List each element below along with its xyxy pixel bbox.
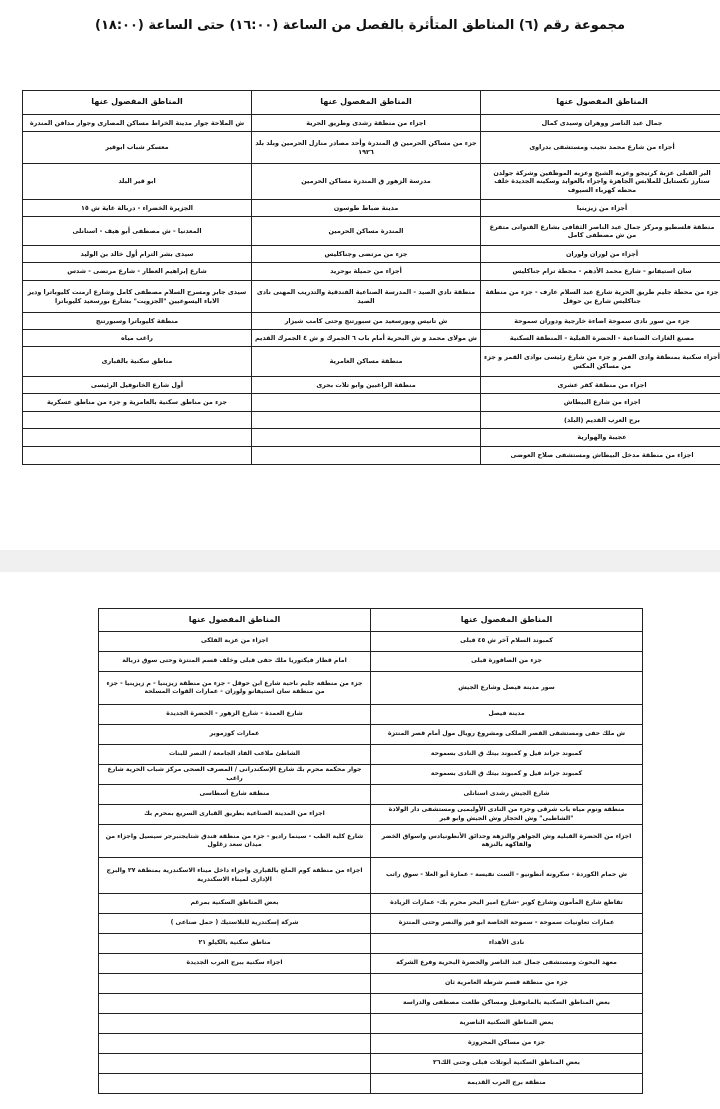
- table-cell: [252, 394, 481, 412]
- table-row: [23, 429, 720, 447]
- table-cell: منطقة شارع أسطاسى: [99, 785, 371, 805]
- table-cell: منطقة الراغبين وابو تلات بحرى: [252, 377, 481, 394]
- table-cell: كمبوند السلام آخر ش ٤٥ قبلى: [371, 632, 643, 652]
- table-cell: عمارات كوزموبر: [99, 725, 371, 745]
- table-row: [99, 858, 643, 894]
- table-cell: المندرة مساكن الحرمين: [252, 217, 481, 246]
- table-cell: برج العرب القديم (البلد): [481, 412, 720, 429]
- table-row: [99, 994, 643, 1014]
- table-cell: معسكر شباب ابوقير: [23, 132, 252, 164]
- table-cell: منطقة فلسطيو ومركز جمال عبد الناصر الثقافى بشارع القنواتى متفرع من ش مصطفى كامل: [481, 217, 720, 246]
- table-cell: سيدى بشر الترام أول خالد بن الوليد: [23, 246, 252, 263]
- table-row: [99, 914, 643, 934]
- table-row: [99, 1034, 643, 1054]
- table-row: [23, 313, 720, 330]
- table-cell: عمارات تعاونيات سموحة - سموحة الخاصة ابو قير والنصر وحتى المنتزة: [371, 914, 643, 934]
- table-row: [99, 632, 643, 652]
- column-header: المناطق المفصول عنها: [371, 609, 643, 632]
- table-row: [23, 115, 720, 132]
- column-header: المناطق المفصول عنها: [23, 91, 252, 115]
- table-cell: أجزاء سكنية بمنطقة وادى القمر و جزء من شارع رئيسى بوادى القمر و جزء من مساكن المكس: [481, 347, 720, 377]
- table-cell: ش تانيس وبورسعيد من سبورتنج وحتى كامب شيزار: [252, 313, 481, 330]
- table-row: [99, 954, 643, 974]
- table-cell: سور مدينة فيصل وشارع الجيش: [371, 672, 643, 705]
- table-cell: راغب مياه: [23, 330, 252, 347]
- table-cell: [99, 1054, 371, 1074]
- table-row: [99, 934, 643, 954]
- table-cell: مدينة فيصل: [371, 705, 643, 725]
- table-cell: الجزيرة الخضراء - دربالة غاية ش ١٥: [23, 200, 252, 217]
- table-cell: أول شارع الخانوفيل الرئيسى: [23, 377, 252, 394]
- table-cell: جوار محكمة محرم بك شارع الإسكندرانى / المصرف الصحى مركز شباب الحرية شارع راغب: [99, 765, 371, 785]
- table-row: [23, 394, 720, 412]
- table-cell: بعض المناطق السكنية أبوتلات قبلى وحتى الك٢٦: [371, 1054, 643, 1074]
- table-cell: بعض المناطق السكنية بمرغم: [99, 894, 371, 914]
- table-cell: مدينة ضباط طوسون: [252, 200, 481, 217]
- table-cell: مصنع الغازات الصناعية - الحضرة القبلية - المنطقة السكنية: [481, 330, 720, 347]
- table-cell: [99, 1014, 371, 1034]
- table-cell: ش ملك حفى ومستشفى القصر الملكى ومشروع رويال مول أمام قصر المنتزة: [371, 725, 643, 745]
- column-header: المناطق المفصول عنها: [252, 91, 481, 115]
- table-cell: سيدى جابر ومسرح السلام مصطفى كامل وشارع ارمنت كليوباترا ودير الاباء اليسوعيين "الجزويت" بشارع بورسعيد كليوباترا: [23, 281, 252, 313]
- table-cell: تقاطع شارع المأمون وشارع كوبر -شارع امير البحر محرم بك- عمارات الريادة: [371, 894, 643, 914]
- table-cell: [252, 429, 481, 447]
- table-row: [99, 745, 643, 765]
- table-cell: شارع الجيش رشدى اسنانلى: [371, 785, 643, 805]
- table-cell: جزء من سور نادى سموحة اضاءة خارجية ودوران سموحة: [481, 313, 720, 330]
- table-cell: مناطق سكنية بالقبارى: [23, 347, 252, 377]
- table-cell: [99, 1074, 371, 1094]
- table-cell: جزء من منطقة جليم ناحية شارع ابن حوقل - جزء من منطقة زيزينيا - م زيزينيا - جزء من منطقة سان استيفانو ولوران - عمارات القوات المسلحة: [99, 672, 371, 705]
- table-cell: [99, 974, 371, 994]
- table-cell: [23, 412, 252, 429]
- table-row: [23, 217, 720, 246]
- table-cell: منطقة ونوم مياه باب شرقى وجزء من النادى الأوليمبى ومستشفى دار الولادة "الشاطبى" وش الحجاز وش الجيش وابو قير: [371, 805, 643, 825]
- table-cell: اجزاء من منطقة كفر عشرى: [481, 377, 720, 394]
- table-header-row: [99, 609, 643, 632]
- table-row: [99, 974, 643, 994]
- table-cell: شارع العمدة - شارع الزهور - الحضرة الجديدة: [99, 705, 371, 725]
- table-cell: اجزاء من الحضرة القبلية وش الجواهر والنزهة وحدائق الأنطونيادس واسواق الخضر والفاكهة بالنزهة: [371, 825, 643, 858]
- table-cell: جزء من منطقة قسم شرطة العامرية ثان: [371, 974, 643, 994]
- table-cell: الشاطئ ملاعب الفاد الجامعة / النصر للبنات: [99, 745, 371, 765]
- table-cell: شارع إبراهيم العطار - شارع مرتضى - شدس: [23, 263, 252, 281]
- table-cell: اجزاء من شارع البيطاش: [481, 394, 720, 412]
- table-cell: شارع كلية الطب - سينما راديو - جزء من منطقة فندق شتايجنبرجر سيسيل واجزاء من ميدان سعد زغلول: [99, 825, 371, 858]
- outage-table-2: [98, 608, 643, 1094]
- column-header: المناطق المفصول عنها: [481, 91, 720, 115]
- table-cell: جزء من مساكن الحرمين ق المندرة وأحد مصادر منازل الحرمين وبلد بلد ١٩٢٦: [252, 132, 481, 164]
- table-header-row: [23, 91, 720, 115]
- outage-table-1: [22, 90, 720, 465]
- table-cell: جمال عبد الناصر ووهران وسيدى كمال: [481, 115, 720, 132]
- table-cell: سان استيفانو - شارع محمد الأدهم - محطة ترام جناكليس: [481, 263, 720, 281]
- table-row: [99, 652, 643, 672]
- table-cell: بعض المناطق السكنية بالمانوفيل ومساكن طلعت مصطفى والدراسة: [371, 994, 643, 1014]
- table-row: [99, 765, 643, 785]
- table-cell: اجزاء من منطقة مدخل البيطاش ومستشفى صلاح العوضى: [481, 447, 720, 465]
- table-cell: مدرسة الزهور ق المندرة مساكن الحرمين: [252, 164, 481, 200]
- table-body: [23, 115, 720, 465]
- table-cell: منطقة كليوباترا وسبورتنج: [23, 313, 252, 330]
- table-row: [23, 347, 720, 377]
- table-row: [23, 164, 720, 200]
- table-row: [23, 246, 720, 263]
- column-header: المناطق المفصول عنها: [99, 609, 371, 632]
- table-cell: أجزاء من لوران ولوران: [481, 246, 720, 263]
- table-cell: أجزاء من زيزينيا: [481, 200, 720, 217]
- table-body: [99, 632, 643, 1094]
- table-cell: [99, 994, 371, 1014]
- table-row: [99, 894, 643, 914]
- page-separator: [0, 550, 720, 572]
- table-row: [23, 263, 720, 281]
- table-cell: كمبوند جراند فيل و كمبوند بيتك ق النادى بسموحة: [371, 765, 643, 785]
- table-cell: [99, 1034, 371, 1054]
- page-title: مجموعة رقم (٦) المناطق المتأثرة بالفصل من الساعة (١٦:٠٠) حتى الساعة (١٨:٠٠): [95, 18, 625, 33]
- table-row: [23, 447, 720, 465]
- table-cell: اجزاء من المدينة الصناعية بطريق القبارى السريع بمحرم بك: [99, 805, 371, 825]
- table-row: [99, 705, 643, 725]
- table-cell: ش مولاى محمد و ش البحرية أمام باب ٦ الجمرك و ش ٤ الجمرك القديم: [252, 330, 481, 347]
- table-cell: جزء من مناطق سكنية بالعامرية و جزء من مناطق عسكرية: [23, 394, 252, 412]
- table-cell: منطقة برج العرب القديمة: [371, 1074, 643, 1094]
- table-row: [23, 412, 720, 429]
- table-cell: شركة إسكندرية للبلاستيك ( حمل صناعى ): [99, 914, 371, 934]
- table-cell: جزء من محطة جليم طريق الحرية شارع عبد السلام عارف - جزء من منطقة جناكليس شارع بن حوقل: [481, 281, 720, 313]
- table-cell: ش حمام الكوردة - سكرونة أنطونيو - الست نفيسة - عمارة أبو العلا - سوق راتب: [371, 858, 643, 894]
- table-row: [23, 330, 720, 347]
- table-row: [99, 1074, 643, 1094]
- table-cell: كمبوند جراند فيل و كمبوند بيتك ق النادى بسموحة: [371, 745, 643, 765]
- table-row: [23, 200, 720, 217]
- table-cell: عجيبة والهوارية: [481, 429, 720, 447]
- table-cell: جزء من الصافورة قبلى: [371, 652, 643, 672]
- table-cell: اجزاء من منطقة رشدى وطريق الحرية: [252, 115, 481, 132]
- table-cell: اجزاء من عزبة الفلكى: [99, 632, 371, 652]
- table-row: [99, 825, 643, 858]
- table-cell: البر القبلى عزبة كرتيجو وعزبه الشيخ وعزبه الموظفين وشركة جولدن ستارز تكستايل للملابس الجاهزة واجزاء بالعوايد وسكينه الجديدة خلف محطه كهرباء السيوف: [481, 164, 720, 200]
- table-cell: امام قطار فيكتوريا ملك حفى قبلى وخلف قسم المنتزة وحتى سوق دربالة: [99, 652, 371, 672]
- table-cell: مناطق سكنية بالكيلو ٢١: [99, 934, 371, 954]
- table-row: [23, 281, 720, 313]
- table-cell: بعض المناطق السكنية الناصرية: [371, 1014, 643, 1034]
- table-cell: أجزاء من حميلة بوحريد: [252, 263, 481, 281]
- table-cell: جزء من مرتضى وجناكليس: [252, 246, 481, 263]
- table-cell: ابو قير البلد: [23, 164, 252, 200]
- table-row: [23, 132, 720, 164]
- table-row: [99, 805, 643, 825]
- table-cell: أجزاء من شارع محمد نجيب ومستشفى بدراوى: [481, 132, 720, 164]
- table-cell: اجزاء سكنية ببرج العرب الجديدة: [99, 954, 371, 974]
- table-row: [99, 1054, 643, 1074]
- table-cell: معهد البحوث ومستشفى جمال عبد الناصر والحضرة البحرية وفرع الشركة: [371, 954, 643, 974]
- table-row: [99, 725, 643, 745]
- table-cell: [23, 429, 252, 447]
- table-row: [23, 377, 720, 394]
- table-cell: جزء من مساكن المحروزة: [371, 1034, 643, 1054]
- table-cell: [252, 447, 481, 465]
- table-cell: منطقة نادي الصيد - المدرسة الصناعية الفندقية والتدريب المهنى نادى الصيد: [252, 281, 481, 313]
- table-cell: [252, 412, 481, 429]
- table-row: [99, 672, 643, 705]
- table-row: [99, 1014, 643, 1034]
- table-cell: نادى الأهداء: [371, 934, 643, 954]
- table-row: [99, 785, 643, 805]
- table-cell: ش الملاحة جوار مدينة الخراط مساكن المصارى وجوار مدافن المندرة: [23, 115, 252, 132]
- table-cell: اجزاء من منطقة كوم الملح بالقبارى واجزاء داخل ميناء الاسكندرية بمنطقة ٢٧ والبرج الإدارى لميناء الاسكندرية: [99, 858, 371, 894]
- table-cell: [23, 447, 252, 465]
- table-cell: منطقة مساكن العامرية: [252, 347, 481, 377]
- table-cell: المعدنيا - ش مصطفى أبو هيف - اسنانلى: [23, 217, 252, 246]
